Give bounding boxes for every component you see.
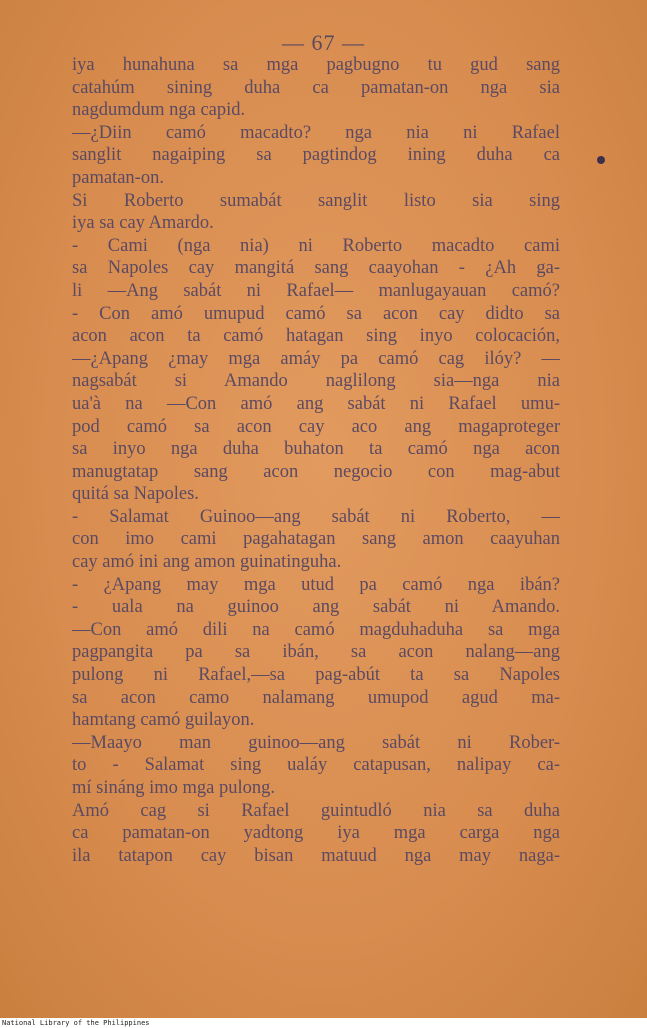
text-line: —Con amó dili na camó magduhaduha sa mga bbox=[72, 619, 560, 640]
text-line: li —Ang sabát ni Rafael— manlugayauan camó? bbox=[72, 280, 560, 301]
text-line: pulong ni Rafael,—sa pag-abút ta sa Napoles bbox=[72, 665, 560, 686]
text-line: - ¿Apang may mga utud pa camó nga ibán? bbox=[72, 574, 560, 595]
text-line: ua'à na —Con amó ang sabát ni Rafael umu- bbox=[72, 393, 560, 414]
ink-spot bbox=[597, 156, 605, 164]
text-line: iya hunahuna sa mga pagbugno tu gud sang bbox=[72, 55, 560, 75]
text-line: - uala na guinoo ang sabát ni Amando. bbox=[72, 597, 560, 618]
text-line: - Salamat Guinoo—ang sabát ni Roberto, — bbox=[72, 506, 560, 527]
text-line: con imo cami pagahatagan sang amon caayuhan bbox=[72, 529, 560, 550]
text-line: Amó cag si Rafael guintudló nia sa duha bbox=[72, 800, 560, 821]
text-line: catahúm sining duha ca pamatan-on nga sia bbox=[72, 77, 560, 98]
text-line: —¿Diin camó macadto? nga nia ni Rafael bbox=[72, 122, 560, 143]
text-line: mí sináng imo mga pulong. bbox=[72, 778, 275, 798]
text-line: sanglit nagaiping sa pagtindog ining duha ca bbox=[72, 145, 560, 166]
text-line: nagdumdum nga capid. bbox=[72, 100, 246, 121]
text-line: to - Salamat sing ualáy catapusan, nalipay ca- bbox=[72, 755, 560, 776]
body-text bbox=[72, 54, 560, 867]
text-line: iya sa cay Amardo. bbox=[72, 213, 214, 234]
text-line: —¿Apang ¿may mga amáy pa camó cag ilóy? — bbox=[72, 348, 560, 369]
text-line: sa Napoles cay mangitá sang caayohan - ¿Ah ga- bbox=[72, 258, 560, 279]
page-number: — 67 — bbox=[282, 30, 365, 55]
text-line: manugtatap sang acon negocio con mag-abut bbox=[72, 461, 560, 482]
text-line: nagsabát si Amando naglilong sia—nga nia bbox=[72, 371, 560, 392]
text-line: quitá sa Napoles. bbox=[72, 484, 199, 505]
text-line: —Maayo man guinoo—ang sabát ni Rober- bbox=[72, 732, 560, 753]
text-line: - Con amó umupud camó sa acon cay didto sa bbox=[72, 303, 560, 324]
text-line: Si Roberto sumabát sanglit listo sia sing bbox=[72, 190, 560, 211]
text-line: ca pamatan-on yadtong iya mga carga nga bbox=[72, 823, 560, 844]
text-line: sa acon camo nalamang umupod agud ma- bbox=[72, 687, 560, 708]
text-line: pamatan-on. bbox=[72, 167, 164, 188]
text-line: acon acon ta camó hatagan sing inyo colocación, bbox=[72, 326, 560, 347]
text-line: ila tatapon cay bisan matuud nga may naga- bbox=[72, 845, 560, 866]
text-line: sa inyo nga duha buhaton ta camó nga acon bbox=[72, 439, 560, 460]
text-line: pagpangita pa sa ibán, sa acon nalang—ang bbox=[72, 642, 560, 663]
library-credit: National Library of the Philippines bbox=[2, 1019, 150, 1027]
text-line: hamtang camó guilayon. bbox=[72, 710, 255, 731]
text-line: pod camó sa acon cay aco ang magaproteger bbox=[72, 416, 560, 437]
text-line: cay amó ini ang amon guinatinguha. bbox=[72, 552, 342, 573]
text-line: - Cami (nga nia) ni Roberto macadto cami bbox=[72, 235, 560, 256]
